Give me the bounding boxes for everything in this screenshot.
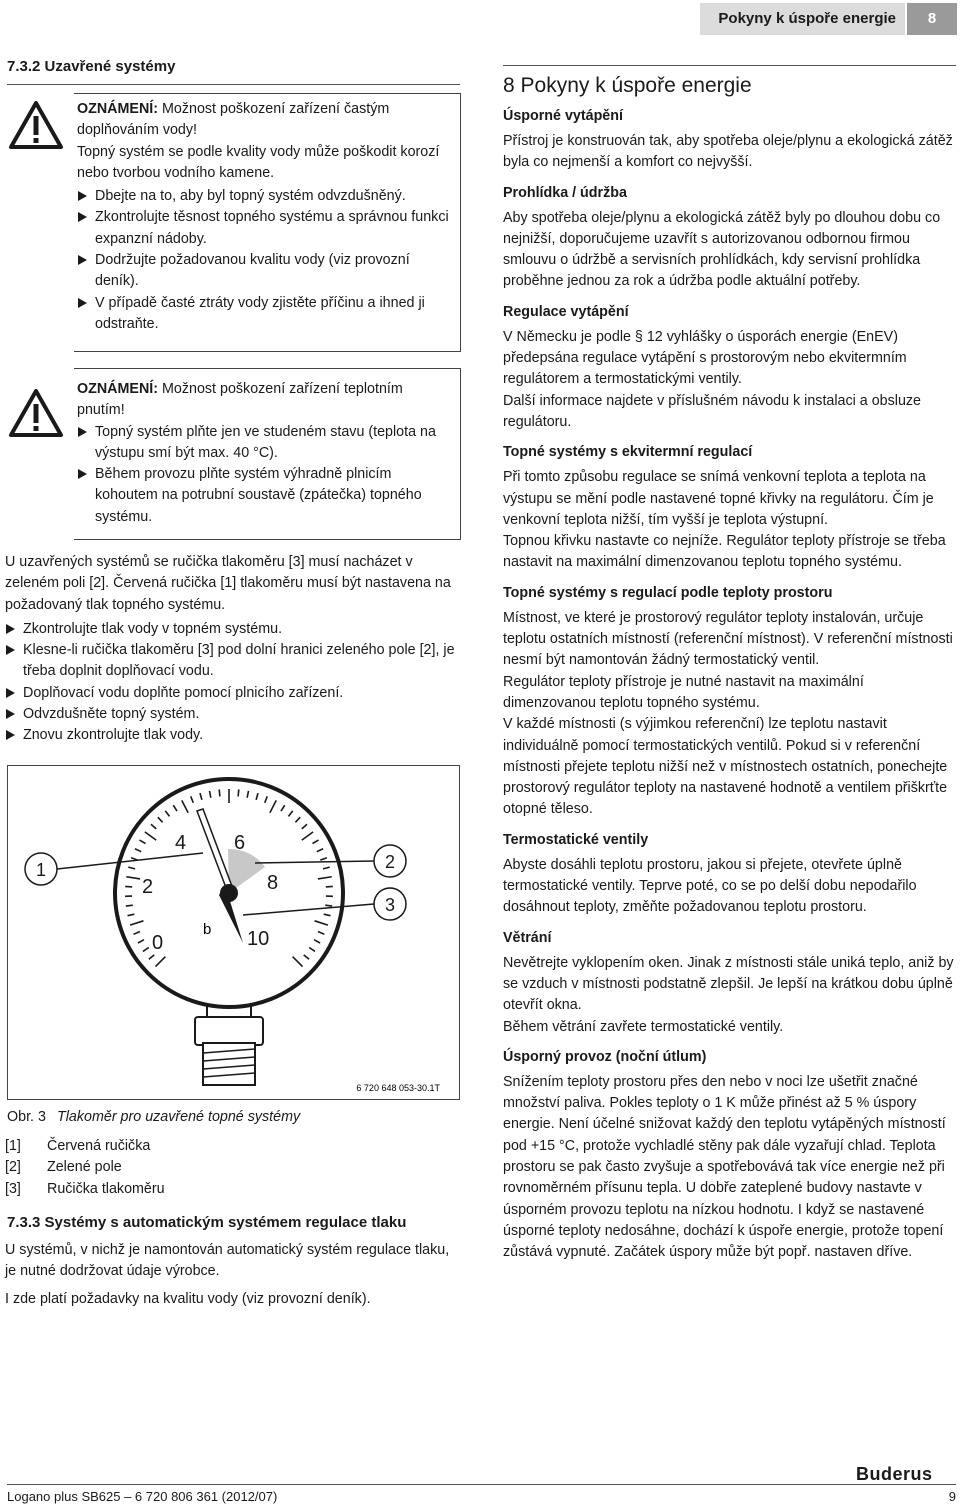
- chapter-title: Pokyny k úspoře energie: [718, 10, 896, 27]
- dial-number: 4: [175, 832, 187, 854]
- warning-heading: [77, 99, 452, 142]
- warning-bullet-list: [77, 186, 452, 335]
- figure-number: Obr. 3: [7, 1109, 46, 1125]
- legend-key: [2]: [5, 1159, 21, 1176]
- dial-number: 0: [152, 932, 164, 954]
- legend-text: Zelené pole: [47, 1159, 122, 1176]
- warning-title: Možnost poškození zařízení častým doplňováním vody!: [77, 101, 390, 139]
- chapter-heading: 8 Pokyny k úspoře energie: [503, 74, 752, 97]
- list-item: Dodržujte požadovanou kvalitu vody (viz provozní deník).: [77, 250, 452, 293]
- buderus-logo: Buderus: [856, 1464, 933, 1484]
- paragraph: V každé místnosti (s výjimkou referenční) lze teplotu nastavit individuálně pomocí termostatických ventilů. Pokud si v referenční místnosti přejete teplotu nižší než v místnostech ostatních, ponechejte prostorový regulátor teploty na nastavené hodnotě a ventilem přiškrťte otopné těleso.: [503, 716, 948, 818]
- list-item: Zkontrolujte těsnost topného systému a správnou funkci expanzní nádoby.: [77, 207, 452, 250]
- warning-triangle-icon: [8, 388, 64, 438]
- section-title-7-3-2: 7.3.2 Uzavřené systémy: [7, 58, 176, 75]
- right-section: [503, 928, 958, 1038]
- paragraph: U systémů, v nichž je namontován automatický systém regulace tlaku, je nutné dodržovat údaje výrobce.: [5, 1242, 450, 1280]
- callout-label: 2: [384, 852, 396, 872]
- subsection-title: Topné systémy s regulací podle teploty prostoru: [503, 584, 833, 601]
- closed-systems-text: [5, 552, 461, 747]
- footer-rule: [7, 1484, 956, 1485]
- right-section: [503, 183, 958, 293]
- warning-content-thermal: [77, 379, 452, 528]
- gauge-tick: [219, 789, 220, 796]
- warning-title: Možnost poškození zařízení teplotním pnutím!: [77, 381, 403, 419]
- legend-key: [3]: [5, 1180, 21, 1197]
- subsection-title: Regulace vytápění: [503, 303, 629, 320]
- gauge-tick: [126, 905, 133, 906]
- paragraph: I zde platí požadavky na kvalitu vody (viz provozní deník).: [5, 1290, 371, 1307]
- callout-label: 3: [384, 895, 396, 915]
- paragraph: V Německu je podle § 12 vyhlášky o úsporách energie (EnEV) předepsána regulace vytápění s prostorovým nebo ekvitermním regulátorem a termostatickými ventily.: [503, 328, 907, 388]
- legend-row: [5, 1136, 305, 1157]
- right-section: [503, 302, 958, 433]
- warning-body: Topný systém se podle kvality vody může poškodit korozí nebo tvorbou vodního kamene.: [77, 143, 440, 181]
- right-section: [503, 830, 958, 919]
- list-item: Během provozu plňte systém výhradně plnicím kohoutem na potrubní soustavě (zpátečka) topného systému.: [77, 464, 452, 528]
- subsection-title: Prohlídka / údržba: [503, 184, 627, 201]
- section-title-7-3-3: 7.3.3 Systémy s automatickým systémem regulace tlaku: [7, 1214, 407, 1231]
- legend-text: Ručička tlakoměru: [47, 1180, 165, 1197]
- figure-legend: [5, 1136, 305, 1200]
- subsection-title: Topné systémy s ekvitermní regulací: [503, 444, 753, 461]
- unit-label: b: [203, 921, 212, 938]
- needle-hub: [220, 884, 238, 902]
- paragraph: Abyste dosáhli teplotu prostoru, jakou si přejete, otevřete úplně termostatické ventily. Teprve poté, co se po delší dobu nepodařilo dosáhnout teploty, změňte požadovanou teplotu prostoru.: [503, 856, 917, 916]
- legend-row: [5, 1179, 305, 1200]
- dial-number: 8: [267, 872, 279, 894]
- list-item: Doplňovací vodu doplňte pomocí plnicího zařízení.: [5, 683, 461, 704]
- dial-number: 6: [234, 832, 246, 854]
- section-rule: [7, 84, 460, 85]
- paragraph: Během větrání zavřete termostatické ventily.: [503, 1018, 784, 1035]
- warning-content-refill: [77, 99, 452, 335]
- dial-number: 2: [142, 876, 154, 898]
- paragraph: Místnost, ve které je prostorový regulátor teploty instalován, určuje teplotu ostatních místností (referenční místnost). V referenční místnosti nesmí být namontován žádný termostatický ventil.: [503, 609, 953, 669]
- instruction-list: [5, 619, 461, 747]
- subsection-title: Úsporný provoz (noční útlum): [503, 1048, 707, 1065]
- gauge-fitting: [195, 997, 263, 1085]
- subsection-title: Úsporné vytápění: [503, 108, 623, 124]
- paragraph: Přístroj je konstruován tak, aby spotřeba oleje/plynu a ekologická zátěž byla co nejmenší a komfort co nejvyšší.: [503, 133, 953, 171]
- paragraph: Další informace najdete v příslušném návodu k instalaci a obsluze regulátoru.: [503, 392, 922, 430]
- intro-paragraph: U uzavřených systémů se ručička tlakoměru [3] musí nacházet v zeleném poli [2]. Červená ručička [1] tlakoměru musí být nastavena na požadovaný tlak topného systému.: [5, 554, 451, 613]
- pressure-gauge-illustration: [7, 765, 460, 1100]
- footer-doc-info: Logano plus SB625 – 6 720 806 361 (2012/07): [7, 1489, 278, 1504]
- list-item: Topný systém plňte jen ve studeném stavu (teplota na výstupu smí být max. 40 °C).: [77, 422, 452, 465]
- figure-code: 6 720 648 053-30.1T: [356, 1083, 440, 1093]
- list-item: Odvzdušněte topný systém.: [5, 704, 461, 725]
- warning-triangle-icon: [8, 100, 64, 150]
- paragraph: Nevětrejte vyklopením oken. Jinak z místnosti stále uniká teplo, aniž by se vzduch v místnosti podstatně zlepšil. Je lepší na krátkou dobu úplně otevřít okna.: [503, 954, 954, 1014]
- subsection-title: Větrání: [503, 929, 552, 946]
- right-section: [503, 1047, 958, 1264]
- warning-label: OZNÁMENÍ:: [77, 381, 159, 397]
- legend-key: [1]: [5, 1138, 21, 1154]
- right-column: [503, 74, 958, 1272]
- right-section: [503, 106, 958, 174]
- right-section: [503, 583, 958, 821]
- chapter-number: 8: [907, 3, 957, 35]
- warning-bullet-list: [77, 422, 452, 528]
- paragraph: Regulátor teploty přístroje je nutné nastavit na maximální dimenzovanou teplotu topného systému.: [503, 673, 864, 711]
- legend-row: [5, 1157, 305, 1178]
- paragraph: Snížením teploty prostoru přes den nebo v noci lze ušetřit značné množství paliva. Pokles teploty o 1 K může přinést až 5 % úspory energie. Není účelné snižovat každý den teplotu vytápěných místností pod +15 °C, protože vychladlé stěny pak dále vyzařují chlad. Teplota prostoru se pak často zvyšuje a spotřebovává tak více energie než při rovnoměrném přísunu tepla. U dobře zateplené budovy nastavte v úsporném provozu teplotu na nízkou hodnotu. I když se nastavené úsporné teploty nedosáhne, dochází k úspoře energie, protože topení zůstává vypnuté. Začátek úspory může být popř. nastaven dříve.: [503, 1073, 946, 1261]
- paragraph: Aby spotřeba oleje/plynu a ekologická zátěž byly po dlouhou dobu co nejnižší, doporučujeme uzavřít s autorizovanou odbornou firmou smlouvu o údržbě a servisních prohlídkách, kdy servisní prohlídka proběhne jednou za rok a údržba podle aktuální potřeby.: [503, 209, 941, 290]
- paragraph: Při tomto způsobu regulace se snímá venkovní teplota a teplota na výstupu se mění podle nastavené topné křivky na regulátoru. Čím je venkovní teplota nižší, tím vyšší je teplota výstupní.: [503, 469, 934, 528]
- right-sections: [503, 106, 958, 1263]
- subsection-title: Termostatické ventily: [503, 831, 649, 848]
- list-item: Dbejte na to, aby byl topný systém odvzdušněný.: [77, 186, 452, 207]
- dial-number: 10: [247, 928, 270, 950]
- gauge-tick: [325, 905, 332, 906]
- figure-caption: Tlakoměr pro uzavřené topné systémy: [57, 1109, 301, 1125]
- legend-text: Červená ručička: [47, 1138, 151, 1154]
- paragraph: Topnou křivku nastavte co nejníže. Regulátor teploty přístroje se třeba nastavit na maximální dimenzovanou teplotu topného systému.: [503, 533, 946, 571]
- warning-label: OZNÁMENÍ:: [77, 101, 159, 117]
- chapter-rule: [503, 65, 956, 66]
- list-item: Zkontrolujte tlak vody v topném systému.: [5, 619, 461, 640]
- list-item: Znovu zkontrolujte tlak vody.: [5, 725, 461, 746]
- gauge-tick: [238, 789, 239, 796]
- callout-label: 1: [35, 860, 47, 880]
- list-item: V případě časté ztráty vody zjistěte příčinu a ihned ji odstraňte.: [77, 293, 452, 336]
- right-section: [503, 442, 958, 573]
- page-number: 9: [948, 1489, 956, 1504]
- list-item: Klesne-li ručička tlakoměru [3] pod dolní hranici zeleného pole [2], je třeba doplnit doplňovací vodu.: [5, 640, 461, 683]
- section-7-3-3-text: [5, 1240, 461, 1310]
- warning-heading: [77, 379, 452, 422]
